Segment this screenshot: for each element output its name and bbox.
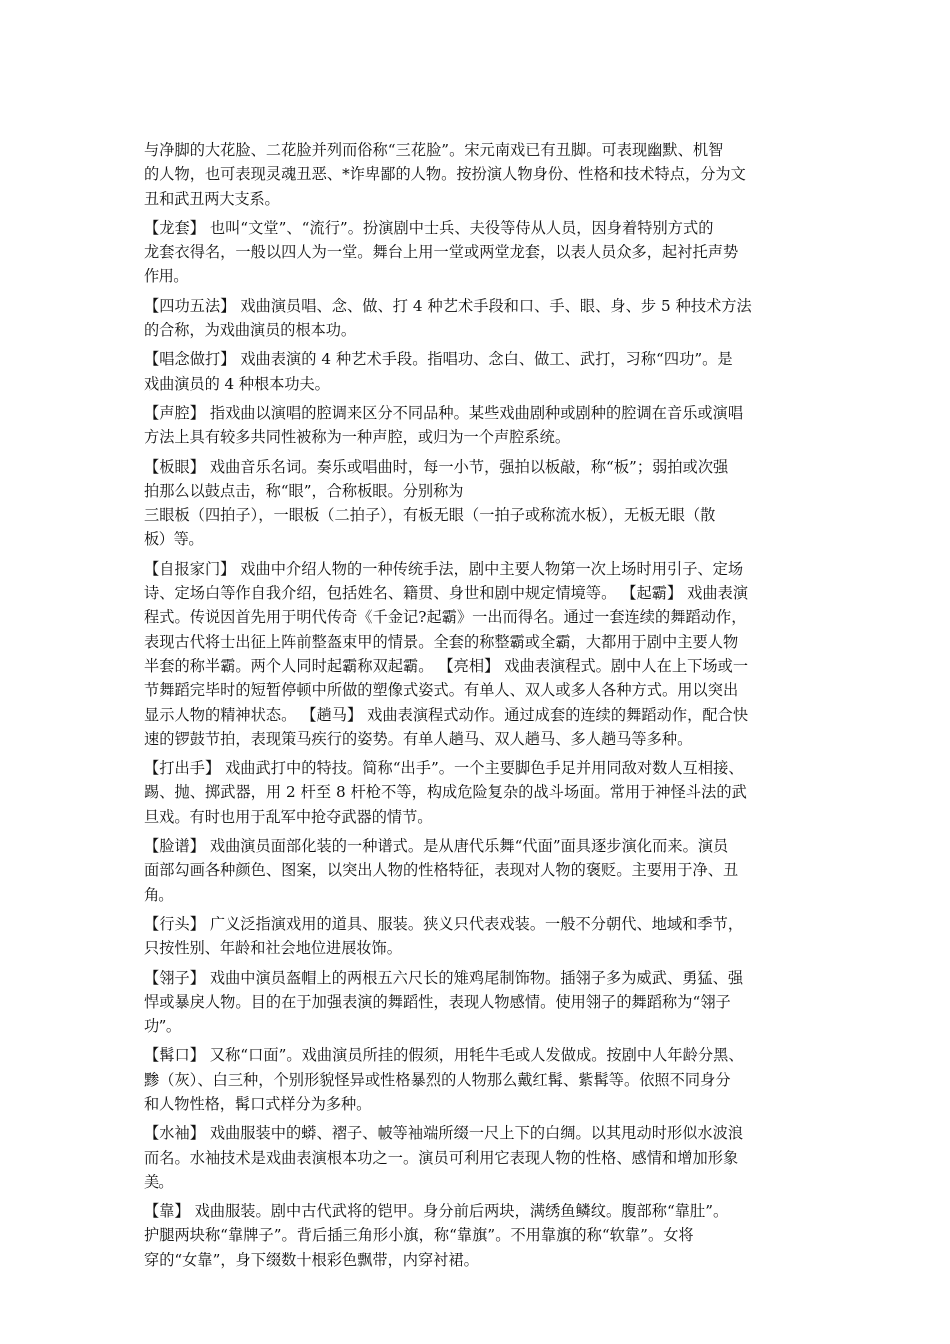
text-line: 护腿两块称“靠牌子”。背后插三角形小旗，称“靠旗”。不用靠旗的称“软靠”。女将 bbox=[144, 1226, 694, 1245]
text-paragraph bbox=[144, 138, 814, 211]
text-line: 的人物，也可表现灵魂丑恶、*诈卑鄙的人物。按扮演人物身份、性格和技术特点，分为文 bbox=[144, 165, 746, 184]
text-line: 与净脚的大花脸、二花脸并列而俗称“三花脸”。宋元南戏已有丑脚。可表现幽默、机智 bbox=[144, 141, 724, 159]
text-line: 【龙套】 也叫“文堂”、“流行”。扮演剧中士兵、夫役等侍从人员，因身着特别方式的 bbox=[144, 218, 714, 237]
text-line: 功”。 bbox=[144, 1017, 181, 1036]
text-paragraph bbox=[144, 294, 814, 343]
text-line: 美。 bbox=[144, 1172, 173, 1191]
text-paragraph bbox=[144, 455, 814, 552]
text-line: 而名。水袖技术是戏曲表演根本功之一。演员可利用它表现人物的性格、感情和增加形象 bbox=[144, 1148, 739, 1167]
text-line: 戏曲演员的 4 种根本功夫。 bbox=[144, 374, 330, 393]
text-line: 角。 bbox=[144, 885, 173, 904]
text-line: 节舞蹈完毕时的短暂停顿中所做的塑像式姿式。有单人、双人或多人各种方式。用以突出 bbox=[144, 681, 739, 700]
text-paragraph bbox=[144, 1199, 814, 1272]
text-line: 方法上具有较多共同性被称为一种声腔，或归为一个声腔系统。 bbox=[144, 428, 571, 447]
text-line: 板）等。 bbox=[144, 530, 204, 549]
text-line: 【板眼】 戏曲音乐名词。奏乐或唱曲时，每一小节，强拍以板敲，称“板”；弱拍或次强 bbox=[144, 457, 729, 476]
text-line: 穿的“女靠”，身下缀数十根彩色飘带，内穿衬裙。 bbox=[144, 1250, 479, 1269]
text-line: 踢、抛、掷武器，用 2 杆至 8 杆枪不等，构成危险复杂的战斗场面。常用于神怪斗法的武 bbox=[144, 783, 747, 802]
text-line: 【靠】 戏曲服装。剧中古代武将的铠甲。身分前后两块，满绣鱼鳞纹。腹部称“靠肚”。 bbox=[144, 1202, 729, 1221]
text-line: 三眼板（四拍子），一眼板（二拍子），有板无眼（一拍子或称流水板），无板无眼（散 bbox=[144, 506, 716, 525]
text-line: 只按性别、年龄和社会地位进展妆饰。 bbox=[144, 939, 402, 958]
text-paragraph bbox=[144, 1121, 814, 1194]
text-line: 【脸谱】 戏曲演员面部化装的一种谱式。是从唐代乐舞“代面”面具逐步演化而来。演员 bbox=[144, 837, 729, 856]
text-line: 和人物性格，髯口式样分为多种。 bbox=[144, 1094, 372, 1113]
text-line: 面部勾画各种颜色、图案，以突出人物的性格特征，表现对人物的褒贬。主要用于净、丑 bbox=[144, 861, 739, 880]
text-line: 【行头】 广义泛指演戏用的道具、服装。狭义只代表戏装。一般不分朝代、地域和季节， bbox=[144, 914, 744, 933]
text-line: 【四功五法】 戏曲演员唱、念、做、打 4 种艺术手段和口、手、眼、身、步 5 种技术方法 bbox=[144, 296, 752, 315]
text-line: 的合称，为戏曲演员的根本功。 bbox=[144, 321, 357, 340]
text-line: 显示人物的精神状态。 【趟马】 戏曲表演程式动作。通过成套的连续的舞蹈动作，配合快 bbox=[144, 705, 749, 724]
text-paragraph bbox=[144, 966, 814, 1039]
text-line: 【翎子】 戏曲中演员盔帽上的两根五六尺长的雉鸡尾制饰物。插翎子多为威武、勇猛、强 bbox=[144, 968, 744, 987]
text-line: 诗、定场白等作自我介绍，包括姓名、籍贯、身世和剧中规定情境等。 【起霸】 戏曲表演 bbox=[144, 584, 749, 603]
text-line: 丑和武丑两大支系。 bbox=[144, 189, 280, 208]
text-line: 拍那么以鼓点击，称“眼”，合称板眼。分别称为 bbox=[144, 481, 464, 500]
text-line: 【声腔】 指戏曲以演唱的腔调来区分不同品种。某些戏曲剧种或剧种的腔调在音乐或演唱 bbox=[144, 403, 744, 422]
text-line: 半套的称半霸。两个人同时起霸称双起霸。 【亮相】 戏曲表演程式。剧中人在上下场或一 bbox=[144, 656, 749, 675]
text-line: 程式。传说因首先用于明代传奇《千金记?起霸》一出而得名。通过一套连续的舞蹈动作， bbox=[144, 608, 747, 627]
text-paragraph bbox=[144, 912, 814, 961]
text-line: 作用。 bbox=[144, 267, 188, 286]
text-paragraph bbox=[144, 347, 814, 396]
text-line: 【打出手】 戏曲武打中的特技。简称“出手”。一个主要脚色手足并用同敌对数人互相接、 bbox=[144, 759, 744, 778]
text-paragraph bbox=[144, 1043, 814, 1116]
text-paragraph bbox=[144, 557, 814, 751]
text-paragraph bbox=[144, 216, 814, 289]
text-line: 【自报家门】 戏曲中介绍人物的一种传统手法，剧中主要人物第一次上场时用引子、定场 bbox=[144, 559, 744, 578]
document-page bbox=[144, 138, 814, 1277]
text-line: 龙套衣得名，一般以四人为一堂。舞台上用一堂或两堂龙套，以表人员众多，起衬托声势 bbox=[144, 243, 739, 262]
text-paragraph bbox=[144, 834, 814, 907]
text-line: 表现古代将士出征上阵前整盔束甲的情景。全套的称整霸或全霸，大都用于剧中主要人物 bbox=[144, 632, 739, 651]
text-paragraph bbox=[144, 401, 814, 450]
text-line: 【髯口】 又称“口面”。戏曲演员所挂的假须，用牦牛毛或人发做成。按剧中人年龄分黑、 bbox=[144, 1046, 744, 1065]
text-line: 【唱念做打】 戏曲表演的 4 种艺术手段。指唱功、念白、做工、武打，习称“四功”。是 bbox=[144, 350, 733, 369]
text-line: 黪（灰）、白三种，个别形貌怪异或性格暴烈的人物那么戴红髯、紫髯等。依照不同身分 bbox=[144, 1070, 731, 1089]
text-line: 速的锣鼓节拍，表现策马疾行的姿势。有单人趟马、双人趟马、多人趟马等多种。 bbox=[144, 729, 693, 748]
text-line: 旦戏。有时也用于乱军中抢夺武器的情节。 bbox=[144, 807, 433, 826]
text-line: 【水袖】 戏曲服装中的蟒、褶子、帔等袖端所缀一尺上下的白绸。以其甩动时形似水波浪 bbox=[144, 1124, 744, 1143]
text-line: 悍或暴戾人物。目的在于加强表演的舞蹈性，表现人物感情。使用翎子的舞蹈称为“翎子 bbox=[144, 992, 731, 1011]
text-paragraph bbox=[144, 756, 814, 829]
